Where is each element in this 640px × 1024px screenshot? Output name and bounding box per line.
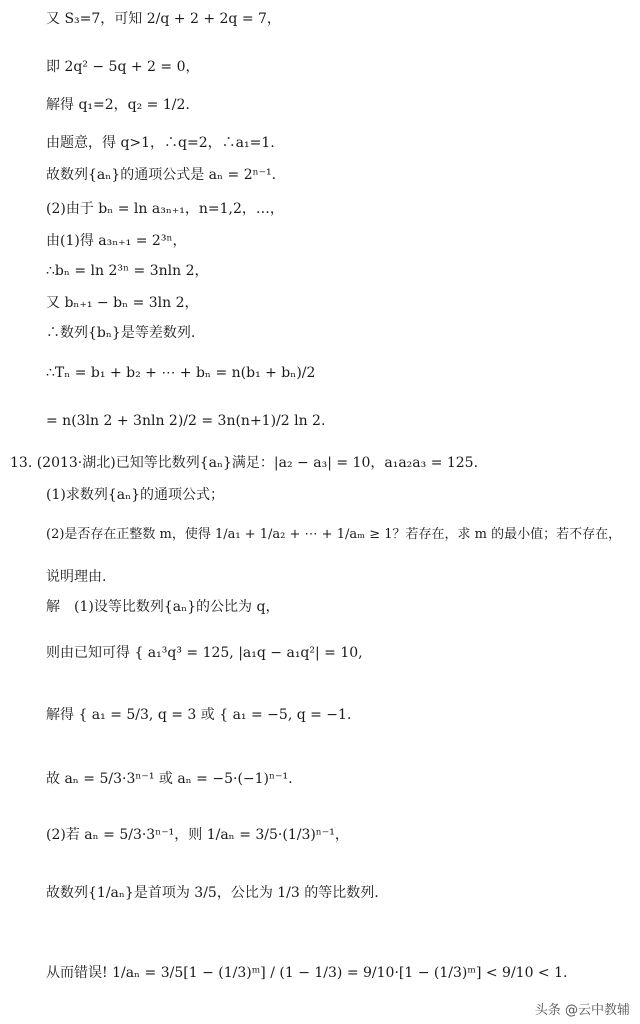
answer-line-3: 解得 { a₁ = 5/3, q = 3 或 { a₁ = −5, q = −1. — [46, 707, 352, 723]
problem-13-statement: 13. (2013·湖北)已知等比数列{aₙ}满足：|a₂ − a₃| = 10，a₁a₂a₃ = 125. — [10, 455, 479, 471]
answer-line-4: 故 aₙ = 5/3·3ⁿ⁻¹ 或 aₙ = −5·(−1)ⁿ⁻¹. — [46, 771, 293, 787]
solution-line-11: ∴Tₙ = b₁ + b₂ + ⋯ + bₙ = n(b₁ + bₙ)/2 — [46, 365, 316, 381]
solution-line-10: ∴数列{bₙ}是等差数列. — [46, 325, 196, 341]
solution-line-4: 由题意，得 q>1，∴q=2，∴a₁=1. — [46, 135, 275, 151]
answer-line-6: 故数列{1/aₙ}是首项为 3/5，公比为 1/3 的等比数列. — [46, 885, 379, 901]
solution-line-3: 解得 q₁=2，q₂ = 1/2. — [46, 97, 190, 113]
solution-line-6: (2)由于 bₙ = ln a₃ₙ₊₁，n=1,2，…， — [46, 201, 284, 217]
solution-line-7: 由(1)得 a₃ₙ₊₁ = 2³ⁿ， — [46, 233, 187, 249]
problem-13-part-1: (1)求数列{aₙ}的通项公式； — [46, 487, 225, 503]
solution-line-1: 又 S₃=7，可知 2/q + 2 + 2q = 7， — [46, 11, 281, 27]
answer-line-5: (2)若 aₙ = 5/3·3ⁿ⁻¹，则 1/aₙ = 3/5·(1/3)ⁿ⁻¹， — [46, 827, 349, 843]
problem-13-part-2: (2)是否存在正整数 m，使得 1/a₁ + 1/a₂ + ⋯ + 1/aₘ ≥ 1？若存在，求 m 的最小值；若不存在， — [46, 527, 622, 542]
solution-line-12: = n(3ln 2 + 3nln 2)/2 = 3n(n+1)/2 ln 2. — [46, 413, 326, 429]
solution-line-2: 即 2q² − 5q + 2 = 0， — [46, 59, 200, 75]
answer-line-1: 解 (1)设等比数列{aₙ}的公比为 q， — [46, 599, 280, 615]
solution-line-9: 又 bₙ₊₁ − bₙ = 3ln 2， — [46, 295, 199, 311]
problem-13-part-2-cont: 说明理由. — [46, 569, 107, 585]
solution-line-8: ∴bₙ = ln 2³ⁿ = 3nln 2， — [46, 263, 209, 279]
answer-line-7: 从而错误! 1/aₙ = 3/5[1 − (1/3)ᵐ] / (1 − 1/3) = 9/10·[1 − (1/3)ᵐ] < 9/10 < 1. — [46, 965, 568, 981]
solution-line-5: 故数列{aₙ}的通项公式是 aₙ = 2ⁿ⁻¹. — [46, 167, 277, 183]
watermark: 头条 @云中教辅 — [534, 1003, 630, 1018]
answer-line-2: 则由已知可得 { a₁³q³ = 125, |a₁q − a₁q²| = 10, — [46, 645, 363, 661]
